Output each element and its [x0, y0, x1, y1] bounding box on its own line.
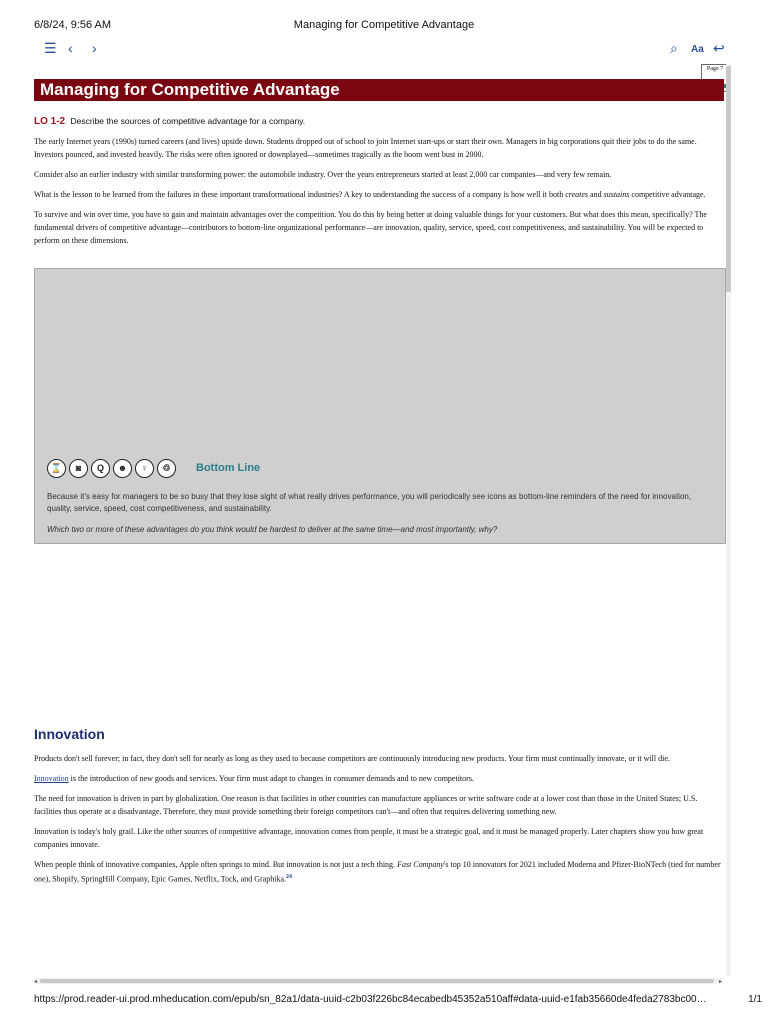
- paragraph-text: is the introduction of new goods and services. Your firm must adapt to changes in consumer demands and to new competitors.: [68, 774, 474, 783]
- print-url: https://prod.reader-ui.prod.mheducation.com/epub/sn_82a1/data-uuid-c2b03f226bc84ecabedb45352a510aff#data-uuid-e1fab35660de4feda2783bc00…: [34, 994, 707, 1005]
- bottom-line-question: Which two or more of these advantages do you think would be hardest to deliver at the same time—and most importantly, why?: [47, 525, 498, 534]
- intro-paragraph-4: To survive and win over time, you have to gain and maintain advantages over the competition. You do this by being better at doing valuable things for your customers. But what does this mean, specifically? The fundamental drivers of competitive advantage—contributors to bottom-line organizational performance—are innovation, quality, service, speed, cost competitiveness, and sustainability. You will be expected to perform on these dimensions.: [34, 210, 707, 245]
- reader-toolbar: [0, 40, 768, 60]
- bottom-line-text: Because it's easy for managers to be so busy that they lose sight of what really drives performance, you will periodically see icons as bottom-line reminders of the need for innovation, quality, service, speed, cost competitiveness, and sustainability.: [47, 492, 692, 513]
- bottom-line-title: Bottom Line: [196, 462, 261, 474]
- scroll-left-arrow-icon[interactable]: ◂: [34, 979, 38, 985]
- font-settings-button[interactable]: Aa: [691, 44, 704, 55]
- innovation-section: [34, 726, 726, 886]
- camera-icon: ◙: [69, 459, 88, 478]
- intro-paragraph-2: Consider also an earlier industry with similar transforming power: the automobile industry. Over the years entrepreneurs started at least 2,000 car companies—and very few remain.: [34, 170, 612, 179]
- vertical-scrollbar-thumb[interactable]: [726, 66, 731, 292]
- horizontal-scrollbar[interactable]: [34, 978, 722, 984]
- back-icon[interactable]: ↩: [713, 40, 725, 56]
- emphasis-creates: creates: [565, 190, 589, 199]
- bottom-line-feature-box: [34, 268, 726, 544]
- innovation-paragraph-1: Products don't sell forever; in fact, they don't sell for nearly as long as they used to because competitors are continuously introducing new products. Your firm must continually innovate, or it will die.: [34, 754, 670, 763]
- table-of-contents-icon[interactable]: ☰: [44, 40, 57, 56]
- print-footer: [0, 994, 768, 1014]
- paragraph-text: What is the lesson to be learned from the failures in these important transformational industries? A key to understanding the success of a company is how well it both: [34, 190, 566, 199]
- footnote-reference-link[interactable]: 24: [286, 874, 292, 880]
- hourglass-icon: ⌛: [47, 459, 66, 478]
- previous-page-icon[interactable]: ‹: [68, 40, 73, 56]
- intro-paragraph-1: The early Internet years (1990s) turned careers (and lives) upside down. Students dropped out of school to join Internet start-ups or start their own. Managers in big corporations quit their jobs to do the same. Investors pounced, and invested heavily. The risks were often ignored or downplayed—sometimes tragically as the boom went bust in 2000.: [34, 137, 697, 159]
- emphasis-sustains: sustains: [603, 190, 630, 199]
- scroll-right-arrow-icon[interactable]: ▸: [718, 979, 722, 985]
- recycle-icon: ♲: [157, 459, 176, 478]
- next-page-icon[interactable]: ›: [92, 40, 97, 56]
- print-datetime: 6/8/24, 9:56 AM: [34, 19, 112, 31]
- search-icon[interactable]: ⌕: [670, 40, 678, 56]
- paragraph-text: 's top 10 innovators for 2021 included Moderna and Pfizer-BioNTech (tied for number one), Shopify, SpringHill Company, Epic Games, Netflix, Tock, and Graphika.: [34, 860, 721, 884]
- learning-objective-tag: LO 1-2: [34, 116, 66, 127]
- lightbulb-icon: ♀: [135, 459, 154, 478]
- innovation-paragraph-5: [34, 858, 726, 886]
- quality-q-icon: Q: [91, 459, 110, 478]
- print-page-number: 1/1: [748, 994, 762, 1005]
- innovation-heading: Innovation: [34, 726, 105, 742]
- horizontal-scrollbar-thumb[interactable]: [40, 979, 714, 983]
- learning-objective: [34, 116, 724, 127]
- page-marker-label: Page 7: [706, 66, 724, 72]
- section-title-banner: Managing for Competitive Advantage: [34, 79, 724, 101]
- service-person-icon: ☻: [113, 459, 132, 478]
- intro-paragraph-3: [34, 188, 724, 201]
- innovation-paragraph-3: The need for innovation is driven in part by globalization. One reason is that facilities in other countries can manufacture appliances or write software code at a lower cost than those in the United States; U.S. facilities thus operate at a disadvantage. Therefore, they must provide something their foreign competitors can't—and often that requires delivering something new.: [34, 794, 698, 816]
- innovation-paragraph-4: Innovation is today's holy grail. Like the other sources of competitive advantage, innovation comes from people, it must be a strategic goal, and it must be managed properly. Later chapters show you how great companies innovate.: [34, 827, 704, 849]
- print-header: [0, 0, 768, 40]
- emphasis-fast-company: Fast Company: [397, 860, 444, 869]
- paragraph-text: competitive advantage.: [629, 190, 706, 199]
- print-document-title: Managing for Competitive Advantage: [293, 19, 475, 31]
- learning-objective-text: Describe the sources of competitive advantage for a company.: [70, 116, 306, 126]
- innovation-glossary-link[interactable]: Innovation: [34, 774, 69, 783]
- bottom-line-icons: [47, 459, 176, 478]
- chapter-content: [34, 64, 724, 247]
- vertical-scrollbar[interactable]: [726, 64, 731, 976]
- paragraph-text: When people think of innovative companies, Apple often springs to mind. But innovation is not just a tech thing.: [34, 860, 398, 869]
- paragraph-text: and: [588, 190, 604, 199]
- innovation-paragraph-2: [34, 772, 726, 785]
